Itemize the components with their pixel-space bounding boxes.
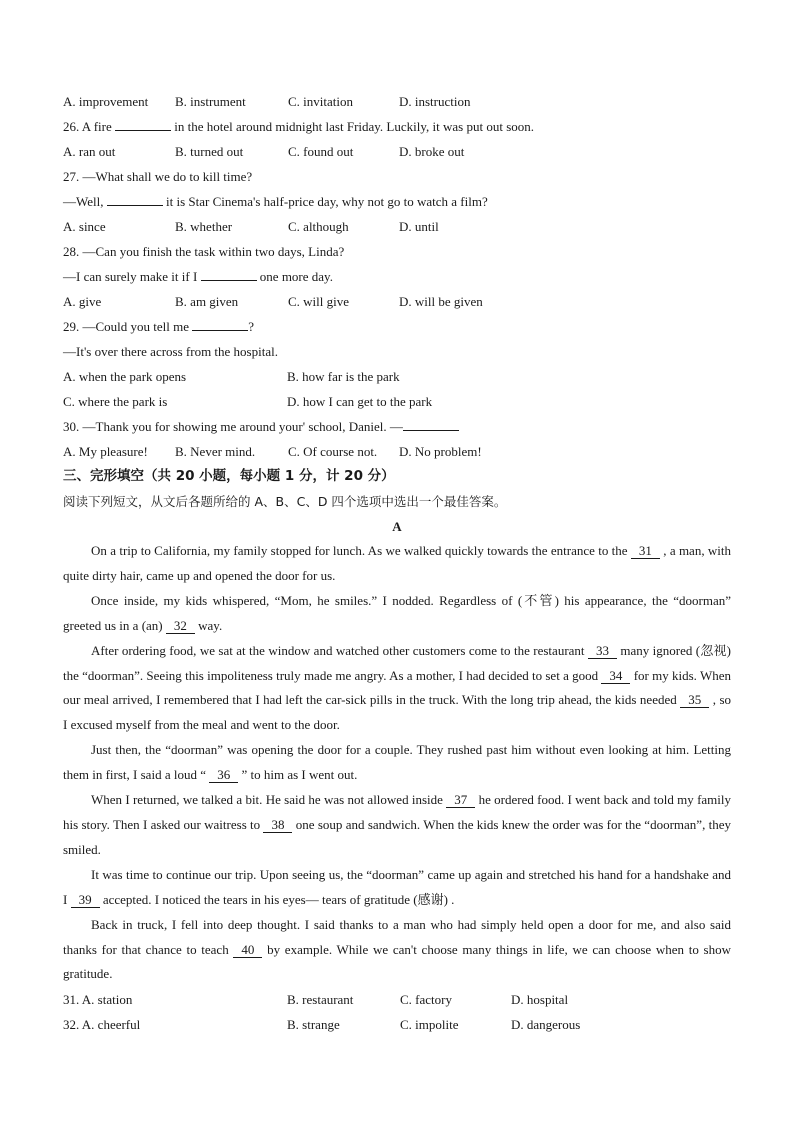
option-a: A. ran out [63, 144, 116, 159]
option-c: C. will give [288, 294, 350, 309]
option-d: D. instruction [399, 94, 471, 109]
q28-options [63, 289, 731, 314]
q30-stem-pre: 30. —Thank you for showing me around your' school, Daniel. — [63, 419, 403, 434]
passage-text: Back in truck, I fell into deep thought. I said thanks to a man who had simply held open a door for me, and also said thanks for that chance to teach [63, 916, 731, 957]
paragraph [63, 639, 731, 739]
option-c: C. found out [288, 144, 354, 159]
blank-35: 35 [680, 692, 709, 708]
option-c: C. invitation [288, 94, 353, 109]
option-d: D. until [399, 219, 439, 234]
blank-36: 36 [209, 767, 238, 783]
passage-text: he ordered food. I went back and told my family his story. Then I asked our waitress to [63, 792, 732, 832]
blank-34: 34 [601, 668, 630, 684]
option-b: B. strange [287, 1017, 340, 1033]
passage-text: On a trip to California, my family stopped for lunch. As we walked quickly towards the entrance to the [91, 543, 628, 558]
passage-label: A [392, 519, 402, 534]
q26-stem-post: in the hotel around midnight last Friday. Luckily, it was put out soon. [174, 119, 534, 134]
q30-options [63, 439, 731, 464]
q29-line2: —It's over there across from the hospital. [63, 344, 278, 359]
q27-stem-post: it is Star Cinema's half-price day, why not go to watch a film? [165, 194, 488, 209]
q27-stem-pre: —Well, [63, 194, 104, 209]
option-d: D. dangerous [511, 1017, 581, 1033]
answer-blank [115, 116, 171, 131]
option-b: B. Never mind. [175, 444, 256, 459]
answer-blank [403, 416, 459, 431]
option-c: C. although [288, 219, 349, 234]
q29-stem-post: ? [248, 319, 255, 334]
blank-32: 32 [166, 618, 195, 634]
q31-options [63, 987, 731, 1012]
blank-40: 40 [233, 942, 262, 958]
blank-31: 31 [631, 543, 660, 559]
paragraph [63, 788, 731, 863]
option-a: A. when the park opens [63, 369, 187, 384]
passage-text: It was time to continue our trip. Upon seeing us, the “doorman” came up again and stretched his hand for a handshake and I [63, 866, 731, 907]
q28-stem [63, 264, 731, 289]
option-a: A. give [63, 294, 102, 309]
passage-text: accepted. I noticed the tears in his eyes— tears of gratitude (感谢) . [102, 891, 455, 907]
option-b: B. turned out [175, 144, 244, 159]
passage-text: ” to him as I went out. [241, 767, 358, 783]
option-b: B. restaurant [287, 992, 354, 1008]
q30-stem [63, 414, 731, 439]
passage-text: for my kids. When our meal arrived, I remembered that I had left the car-sick pills in the truck. With the long trip ahead, the kids needed [63, 667, 732, 708]
q28-line1: 28. —Can you finish the task within two days, Linda? [63, 244, 345, 259]
section-instruction: 阅读下列短文，从文后各题所给的 A、B、C、D 四个选项中选出一个最佳答案。 [63, 494, 507, 509]
q28-stem-pre: —I can surely make it if I [63, 269, 198, 284]
option-a: A. improvement [63, 94, 149, 109]
passage-text: After ordering food, we sat at the window and watched other customers come to the restaurant [91, 642, 585, 658]
passage-text: one soup and sandwich. When the kids knew the order was for the “doorman”, they smiled. [63, 816, 732, 857]
option-b: B. how far is the park [287, 369, 400, 384]
option-a: 32. A. cheerful [63, 1017, 141, 1033]
q29-stem [63, 314, 731, 339]
paragraph [63, 913, 731, 988]
answer-blank [192, 316, 248, 331]
q29-options-row1 [63, 364, 731, 389]
q27-stem [63, 189, 731, 214]
q25-options [63, 89, 731, 114]
answer-blank [107, 191, 163, 206]
cloze-passage [63, 539, 731, 987]
exam-page [63, 89, 731, 1037]
q26-options [63, 139, 731, 164]
option-d: D. will be given [399, 294, 483, 309]
option-c: C. Of course not. [288, 444, 378, 459]
passage-text: way. [198, 617, 223, 633]
option-b: B. whether [175, 219, 233, 234]
paragraph [63, 539, 731, 589]
option-c: C. where the park is [63, 394, 168, 409]
option-b: B. instrument [175, 94, 246, 109]
q26-stem [63, 114, 731, 139]
passage-text: When I returned, we talked a bit. He said he was not allowed inside [91, 792, 443, 808]
q28-stem-post: one more day. [259, 269, 333, 284]
option-c: C. impolite [400, 1017, 459, 1033]
option-d: D. hospital [511, 992, 569, 1008]
passage-text: many ignored (忽视) the “doorman”. Seeing this impoliteness truly made me angry. As a mother, I had decided to set a good [63, 642, 731, 683]
passage-text: Once inside, my kids whispered, “Mom, he smiles.” I nodded. Regardless of (不管) his appearance, the “doorman” greeted us in a (an) [63, 592, 731, 633]
option-b: B. am given [175, 294, 239, 309]
option-d: D. broke out [399, 144, 465, 159]
blank-33: 33 [588, 643, 617, 659]
q32-options [63, 1012, 731, 1037]
option-a: A. My pleasure! [63, 444, 148, 459]
passage-text: , so I excused myself from the meal and went to the door. [63, 692, 732, 733]
q27-options [63, 214, 731, 239]
q29-stem-pre: 29. —Could you tell me [63, 319, 190, 334]
option-a: 31. A. station [63, 992, 133, 1008]
paragraph [63, 738, 731, 788]
option-c: C. factory [400, 992, 452, 1008]
passage-text: by example. While we can't choose many things in life, we can choose when to show gratitude. [63, 941, 731, 982]
option-a: A. since [63, 219, 106, 234]
blank-37: 37 [446, 792, 475, 808]
passage-text: , a man, with quite dirty hair, came up and opened the door for us. [63, 543, 732, 583]
q26-stem-pre: 26. A fire [63, 119, 112, 134]
option-d: D. how I can get to the park [287, 394, 433, 409]
paragraph [63, 863, 731, 913]
q29-options-row2 [63, 389, 731, 414]
paragraph [63, 589, 731, 639]
section-title: 三、完形填空（共 20 小题，每小题 1 分，计 20 分） [63, 468, 395, 484]
answer-blank [201, 266, 257, 281]
blank-39: 39 [71, 892, 100, 908]
blank-38: 38 [263, 817, 292, 833]
q27-line1: 27. —What shall we do to kill time? [63, 169, 253, 184]
passage-text: Just then, the “doorman” was opening the door for a couple. They rushed past him without even looking at him. Letting them in first, I said a loud “ [63, 742, 731, 783]
option-d: D. No problem! [399, 444, 482, 459]
